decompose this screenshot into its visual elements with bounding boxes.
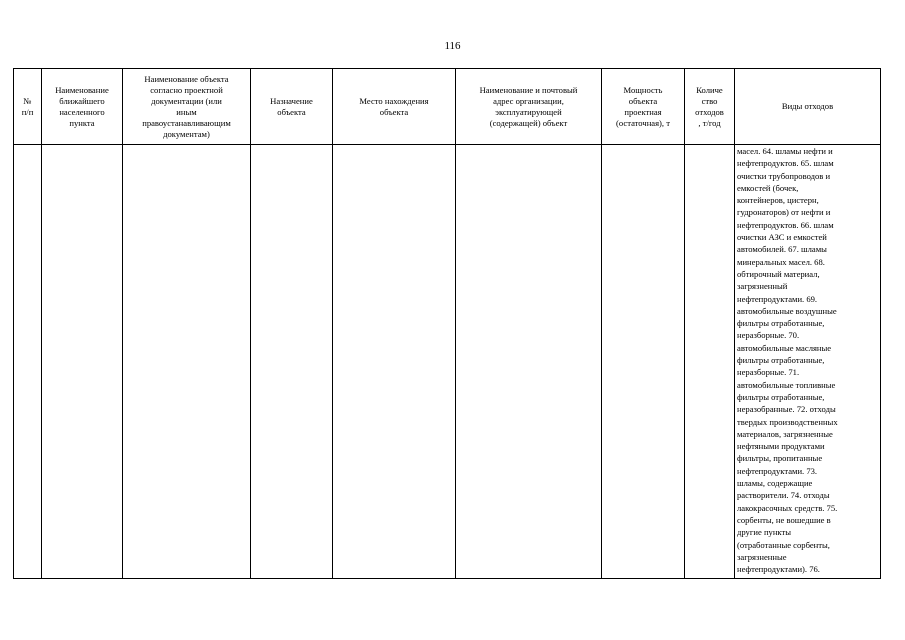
- col-header-quantity: [685, 69, 735, 145]
- col-header-number-text: № п/п: [21, 95, 34, 117]
- col-header-capacity-text: Мощность объекта проектная (остаточная), т: [616, 84, 670, 128]
- cell-operator: [456, 145, 602, 579]
- col-header-waste-types-text: Виды отходов: [781, 101, 834, 111]
- col-header-settlement: [42, 69, 123, 145]
- cell-settlement: [42, 145, 123, 579]
- col-header-settlement-text: Наименование ближайшего населенного пункта: [55, 84, 109, 128]
- col-header-capacity: [602, 69, 685, 145]
- col-header-location-text: Место нахождения объекта: [359, 95, 429, 117]
- col-header-quantity-text: Количе ство отходов , т/год: [695, 84, 724, 128]
- waste-objects-table: [13, 68, 881, 579]
- page-number: 116: [444, 40, 461, 52]
- col-header-object-name: [123, 69, 251, 145]
- cell-object-name: [123, 145, 251, 579]
- col-header-purpose: [251, 69, 333, 145]
- col-header-number: [14, 69, 42, 145]
- col-header-operator: [456, 69, 602, 145]
- cell-capacity: [602, 145, 685, 579]
- col-header-operator-text: Наименование и почтовый адрес организации, эксплуатирующей (содержащей) объект: [479, 84, 578, 128]
- table-header-row: [14, 69, 881, 145]
- cell-purpose: [251, 145, 333, 579]
- col-header-waste-types: [735, 69, 881, 145]
- cell-quantity: [685, 145, 735, 579]
- col-header-location: [333, 69, 456, 145]
- cell-waste-types: масел. 64. шламы нефти и нефтепродуктов. 65. шлам очистки трубопроводов и емкостей (бочек, контейнеров, цистерн, гудронаторов) от нефти и нефтепродуктов. 66. шлам очистки АЗС и емкостей автомобилей. 67. шламы минеральных масел. 68. обтирочный материал, загрязненный нефтепродуктами. 69. автомобильные воздушные фильтры отработанные, неразборные. 70. автомобильные масляные фильтры отработанные, неразборные. 71. автомобильные топливные фильтры отработанные, неразобранные. 72. отходы твердых производственных материалов, загрязненные нефтяными продуктами фильтры, пропитанные нефтепродуктами. 73. шламы, содержащие растворители. 74. отходы лакокрасочных средств. 75. сорбенты, не вошедшие в другие пункты (отработанные сорбенты, загрязненные нефтепродуктами). 76.: [735, 145, 881, 579]
- cell-number: [14, 145, 42, 579]
- col-header-object-name-text: Наименование объекта согласно проектной документации (или иным правоустанавливающим документам): [142, 73, 231, 139]
- table-row: [14, 145, 881, 579]
- cell-location: [333, 145, 456, 579]
- col-header-purpose-text: Назначение объекта: [270, 95, 313, 117]
